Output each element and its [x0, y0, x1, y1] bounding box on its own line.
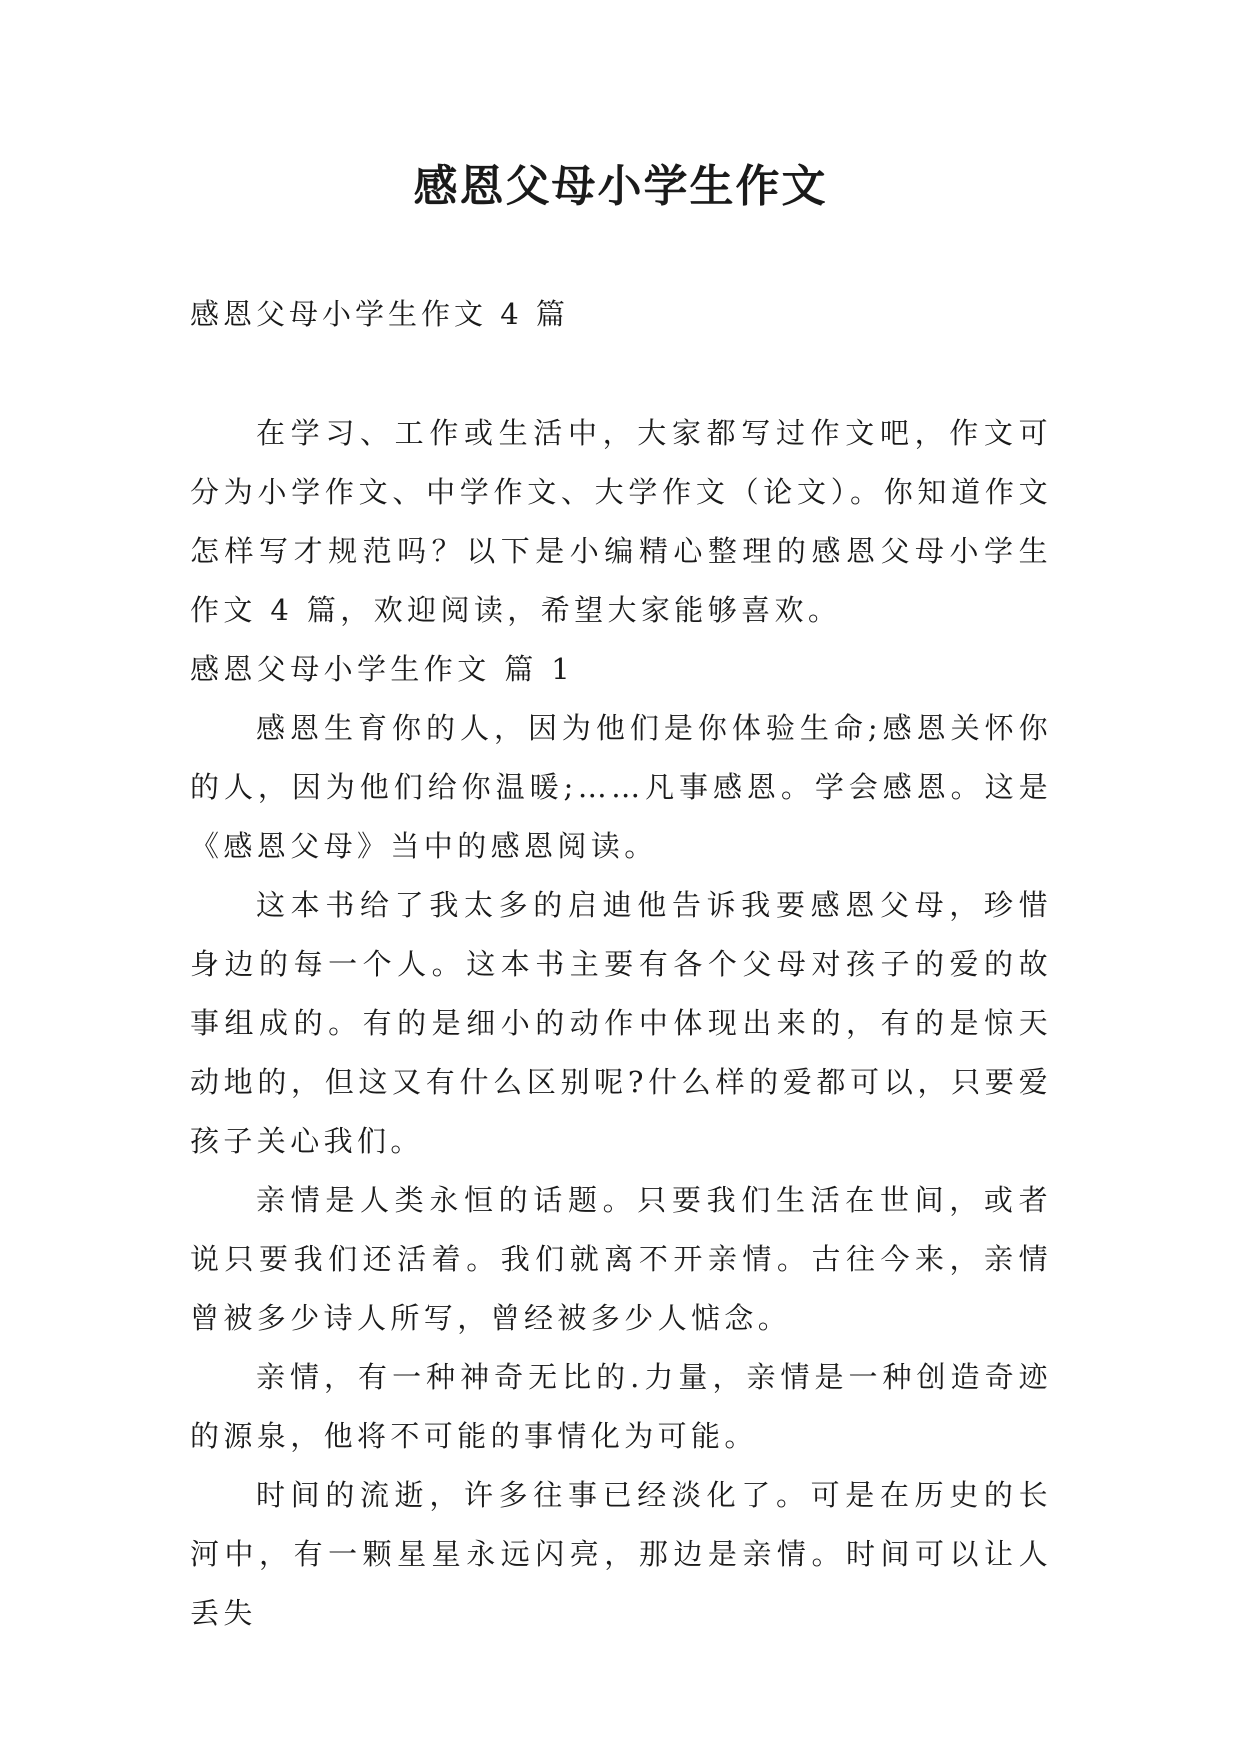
section-heading: 感恩父母小学生作文 篇 1 — [190, 652, 575, 686]
document-body — [190, 404, 1052, 1643]
body-paragraph: 亲情，有一种神奇无比的.力量，亲情是一种创造奇迹的源泉，他将不可能的事情化为可能。 — [190, 1360, 1052, 1453]
body-paragraph: 时间的流逝，许多往事已经淡化了。可是在历史的长河中，有一颗星星永远闪亮，那边是亲情。时间可以让人丢失 — [190, 1478, 1052, 1630]
body-paragraph: 亲情是人类永恒的话题。只要我们生活在世间，或者说只要我们还活着。我们就离不开亲情。古往今来，亲情曾被多少诗人所写，曾经被多少人惦念。 — [190, 1183, 1052, 1335]
body-paragraph: 感恩生育你的人，因为他们是你体验生命;感恩关怀你的人，因为他们给你温暖;……凡事感恩。学会感恩。这是《感恩父母》当中的感恩阅读。 — [190, 711, 1052, 863]
document-subtitle: 感恩父母小学生作文 4 篇 — [190, 297, 569, 331]
body-paragraph: 这本书给了我太多的启迪他告诉我要感恩父母，珍惜身边的每一个人。这本书主要有各个父母对孩子的爱的故事组成的。有的是细小的动作中体现出来的，有的是惊天动地的，但这又有什么区别呢?什么样的爱都可以，只要爱孩子关心我们。 — [190, 888, 1052, 1158]
document-title: 感恩父母小学生作文 — [413, 161, 828, 212]
intro-paragraph: 在学习、工作或生活中，大家都写过作文吧，作文可分为小学作文、中学作文、大学作文（论文）。你知道作文怎样写才规范吗？以下是小编精心整理的感恩父母小学生作文 4 篇，欢迎阅读，希望大家能够喜欢。 — [190, 416, 1052, 627]
